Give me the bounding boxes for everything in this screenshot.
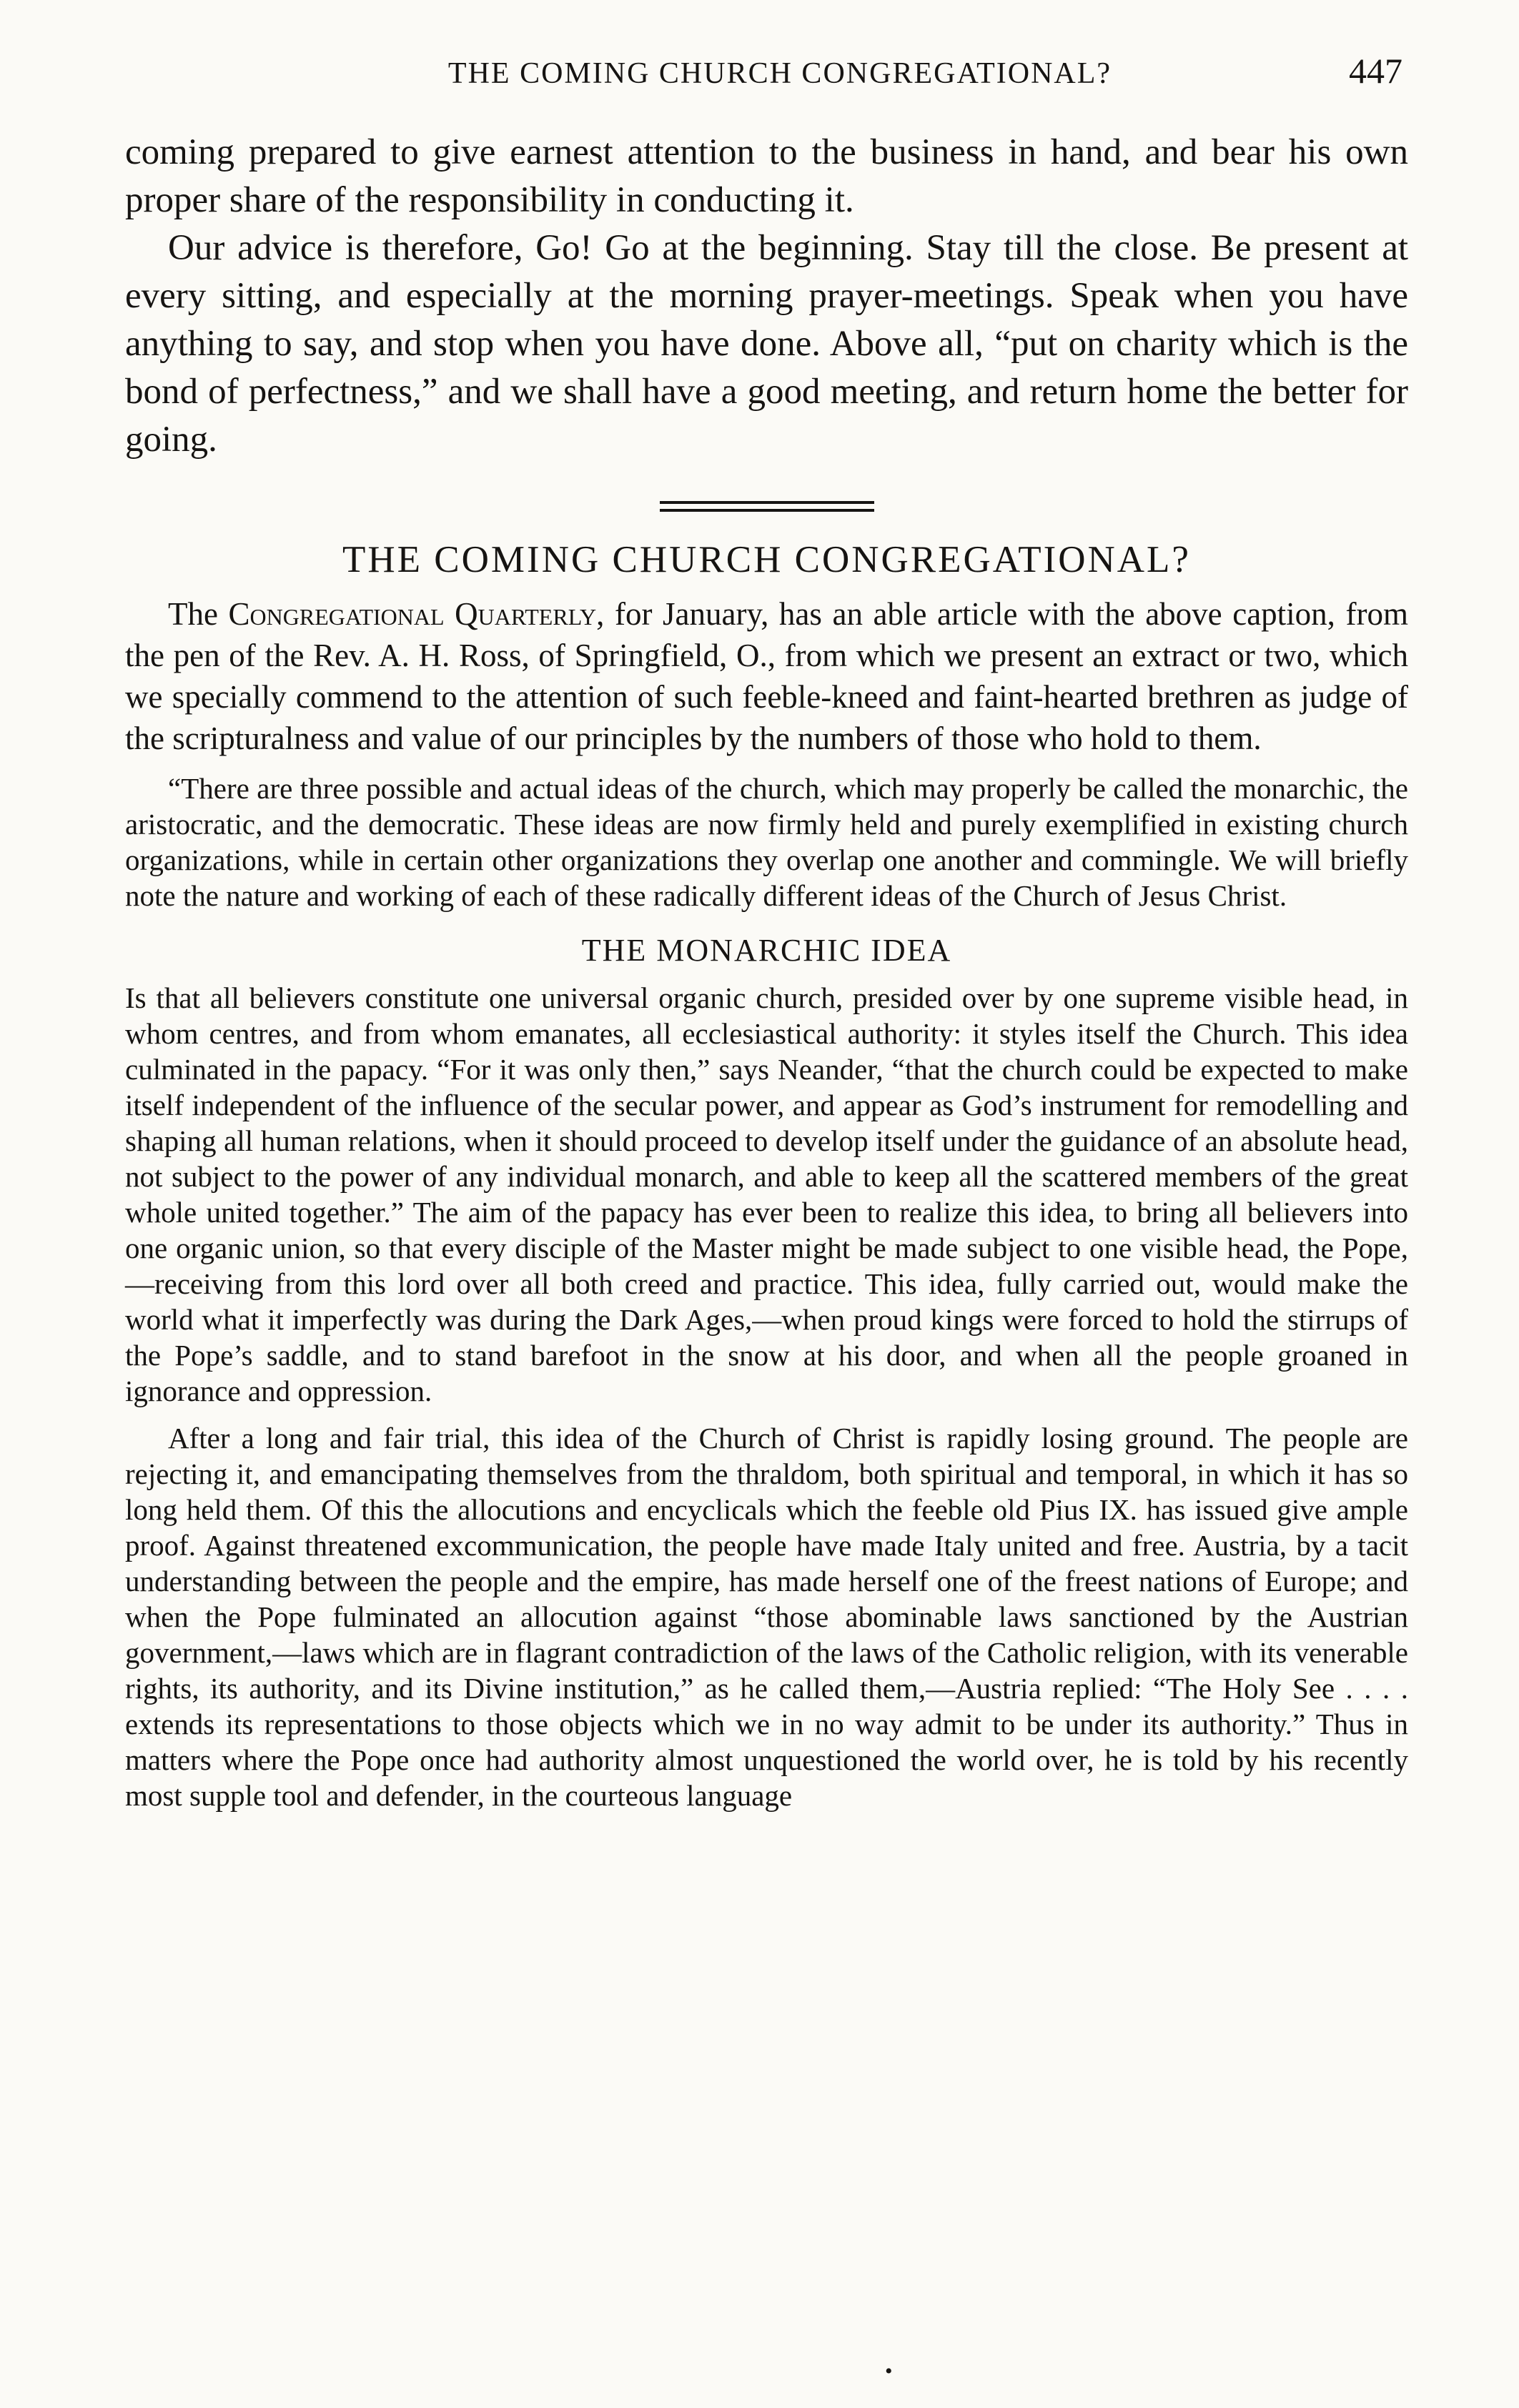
- article-intro-paragraph: [125, 593, 1408, 759]
- book-page: [125, 50, 1408, 2359]
- preceding-paragraph-advice: Our advice is therefore, Go! Go at the beginning. Stay till the close. Be present at every sitting, and especially at the morning prayer-meetings. Speak when you have anything to say, and stop when you have done. Above all, “put on charity which is the bond of perfectness,” and we shall have a good meeting, and return home the better for going.: [125, 228, 1408, 460]
- quoted-paragraph-monarchic: Is that all believers constitute one universal organic church, presided over by one supreme visible head, in whom centres, and from whom emanates, all ecclesiastical authority: it styles itself the Church. This idea culminated in the papacy. “For it was only then,” says Neander, “that the church could be expected to make itself independent of the influence of the secular power, and appear as God’s instrument for remodelling and shaping all human relations, when it should proceed to develop itself under the guidance of an absolute head, not subject to the power of any individual monarch, and able to keep all the scattered members of the great whole united together.” The aim of the papacy has ever been to realize this idea, to bring all believers into one organic union, so that every disciple of the Master might be made subject to one visible head, the Pope,—receiving from this lord over all both creed and practice. This idea, fully carried out, would make the world what it imperfectly was during the Dark Ages,—when proud kings were forced to hold the stirrups of the Pope’s saddle, and to stand barefoot in the snow at his door, and when all the people groaned in ignorance and oppression.: [125, 981, 1408, 1407]
- page-number: 447: [1349, 51, 1402, 91]
- intro-lead: The: [168, 596, 229, 632]
- intro-text: , for January, has an able article with the above caption, from the pen of the Rev. A. H. Ross, of Springfield, O., from which we present an extract or two, which we specially commend to the attention of such feeble-kneed and faint-hearted brethren as judge of the scripturalness and value of our principles by the numbers of those who hold to them.: [125, 596, 1408, 756]
- section-divider: [660, 501, 874, 512]
- article-title: THE COMING CHURCH CONGREGATIONAL?: [342, 539, 1191, 580]
- quoted-paragraph-decline: After a long and fair trial, this idea of the Church of Christ is rapidly losing ground. The people are rejecting it, and emancipating themselves from the thraldom, both spiritual and temporal, in which it has so long held them. Of this the allocutions and encyclicals which the feeble old Pius IX. has issued give ample proof. Against threatened excommunication, the people have made Italy united and free. Austria, by a tacit understanding between the people and the empire, has made herself one of the freest nations of Europe; and when the Pope fulminated an allocution against “those abominable laws sanctioned by the Austrian government,—laws which are in flagrant contradiction of the laws of the Catholic religion, with its venerable rights, its authority, and its Divine institution,” as he called them,—Austria replied: “The Holy See . . . . extends its representations to those objects which we in no way admit to be under its authority.” Thus in matters where the Pope once had authority almost unquestioned the world over, he is told by his recently most supple tool and defender, in the courteous language: [125, 1422, 1408, 1812]
- running-head: [125, 50, 1408, 129]
- quoted-introduction: “There are three possible and actual ideas of the church, which may properly be called the monarchic, the aristocratic, and the democratic. These ideas are now firmly held and purely exemplified in existing church organizations, while in certain other organizations they overlap one another and commingle. We will briefly note the nature and working of each of these radically different ideas of the Church of Jesus Christ.: [125, 772, 1408, 912]
- section-heading: THE MONARCHIC IDEA: [581, 933, 952, 968]
- running-title: THE COMING CHURCH CONGREGATIONAL?: [447, 57, 1112, 90]
- preceding-paragraph-continued: coming prepared to give earnest attention to the business in hand, and bear his own proper share of the responsibility in conducting it.: [125, 132, 1408, 220]
- printer-mark: •: [885, 2359, 893, 2383]
- journal-name: Congregational Quarterly: [228, 596, 597, 632]
